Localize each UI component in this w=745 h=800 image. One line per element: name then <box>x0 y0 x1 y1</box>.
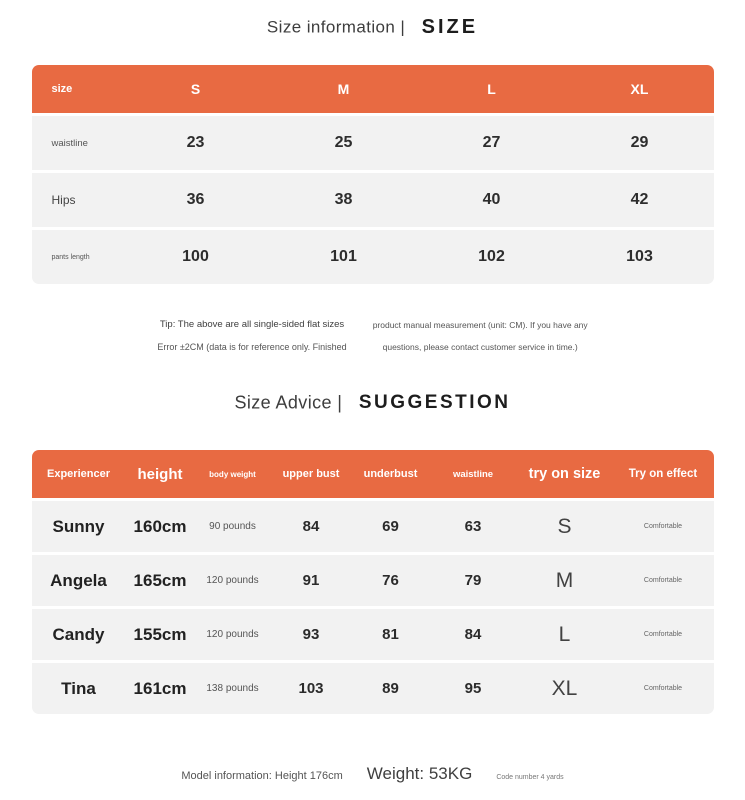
row-label-waistline: waistline <box>51 137 88 149</box>
table-cell: 36 <box>186 191 205 208</box>
table-cell: 40 <box>482 191 501 208</box>
tip-right-column <box>373 314 588 358</box>
model-code-text: Code number 4 yards <box>496 774 564 781</box>
suggestion-row-candy <box>32 609 714 660</box>
cell-effect: Comfortable <box>643 631 683 638</box>
tip-text: Error ±2CM (data is for reference only. Finished <box>157 342 347 352</box>
size-table-header-size: size <box>51 83 73 95</box>
cell-size: M <box>555 568 574 592</box>
size-advice-title-caps: SUGGESTION <box>358 392 511 413</box>
model-weight-text: Weight: 53KG <box>366 764 473 783</box>
table-cell: 101 <box>330 248 357 265</box>
cell-height: 161cm <box>133 678 187 698</box>
size-information-title <box>0 0 745 39</box>
cell-name: Tina <box>61 678 96 698</box>
cell-underbust: 76 <box>382 572 399 589</box>
header-height: height <box>137 465 183 483</box>
cell-underbust: 69 <box>382 518 399 535</box>
cell-size: S <box>557 514 572 538</box>
measurement-tip <box>0 314 745 358</box>
size-table-header-row <box>32 65 714 113</box>
table-cell: 27 <box>482 134 501 151</box>
cell-underbust: 81 <box>382 626 399 643</box>
size-information-title-caps: SIZE <box>421 16 479 38</box>
cell-upper-bust: 93 <box>302 626 320 643</box>
size-table-row-waistline <box>32 116 714 170</box>
size-table-header-m: M <box>337 81 350 97</box>
suggestion-table <box>32 450 714 714</box>
table-cell: 38 <box>334 191 353 208</box>
size-table-header-xl: XL <box>630 81 649 97</box>
cell-name: Sunny <box>52 516 105 536</box>
cell-height: 165cm <box>133 570 187 590</box>
cell-effect: Comfortable <box>643 523 683 530</box>
cell-upper-bust: 84 <box>302 518 320 535</box>
table-cell: 42 <box>630 191 649 208</box>
size-table-header-s: S <box>190 81 201 97</box>
table-cell: 23 <box>186 134 205 151</box>
table-cell: 102 <box>478 248 505 265</box>
suggestion-row-tina <box>32 663 714 714</box>
row-label-pants-length: pants length <box>51 253 90 261</box>
header-experiencer: Experiencer <box>47 468 110 480</box>
cell-weight: 138 pounds <box>206 683 259 694</box>
cell-effect: Comfortable <box>643 577 683 584</box>
cell-weight: 90 pounds <box>209 521 256 532</box>
cell-waistline: 95 <box>464 680 482 697</box>
model-height-text: Model information: Height 176cm <box>181 770 343 782</box>
cell-height: 155cm <box>133 624 187 644</box>
header-upper-bust: upper bust <box>282 468 340 480</box>
table-cell: 103 <box>626 248 653 265</box>
size-table-header-l: L <box>487 81 496 97</box>
table-cell: 25 <box>334 134 353 151</box>
suggestion-row-angela <box>32 555 714 606</box>
table-cell: 29 <box>630 134 649 151</box>
tip-text: Tip: The above are all single-sided flat sizes <box>159 319 345 330</box>
cell-effect: Comfortable <box>643 685 683 692</box>
cell-name: Angela <box>50 570 107 590</box>
cell-waistline: 79 <box>464 572 482 589</box>
tip-text: product manual measurement (unit: CM). If you have any <box>372 320 588 330</box>
cell-waistline: 63 <box>464 518 482 535</box>
size-table-row-pants-length <box>32 230 714 284</box>
size-table-row-hips <box>32 173 714 227</box>
cell-weight: 120 pounds <box>206 629 259 640</box>
size-advice-title-text: Size Advice | <box>234 392 343 413</box>
tip-text: questions, please contact customer service in time.) <box>382 342 578 352</box>
size-information-title-text: Size information | <box>266 17 406 37</box>
cell-underbust: 89 <box>382 680 399 697</box>
size-table <box>32 65 714 284</box>
table-cell: 100 <box>182 248 209 265</box>
cell-size: XL <box>551 676 578 700</box>
header-try-on-effect: Try on effect <box>628 468 698 480</box>
cell-size: L <box>558 622 571 646</box>
cell-name: Candy <box>52 624 105 644</box>
tip-left-column <box>157 314 346 358</box>
suggestion-table-header-row <box>32 450 714 498</box>
header-waistline: waistline <box>452 468 494 480</box>
header-try-on-size: try on size <box>528 466 601 482</box>
cell-upper-bust: 103 <box>298 680 324 697</box>
header-body-weight: body weight <box>209 469 256 479</box>
cell-weight: 120 pounds <box>206 575 259 586</box>
model-information <box>0 764 745 784</box>
cell-waistline: 84 <box>464 626 482 643</box>
cell-height: 160cm <box>133 516 187 536</box>
size-advice-title <box>0 392 745 414</box>
cell-upper-bust: 91 <box>302 572 320 589</box>
row-label-hips: Hips <box>51 193 76 207</box>
suggestion-row-sunny <box>32 501 714 552</box>
header-underbust: underbust <box>363 468 418 480</box>
